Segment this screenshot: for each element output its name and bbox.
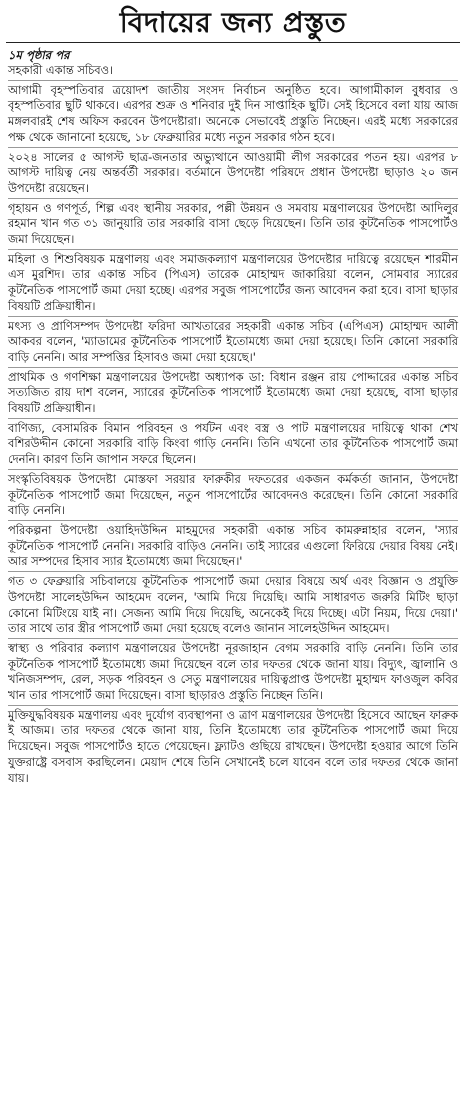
divider	[8, 638, 458, 639]
divider	[8, 147, 458, 148]
paragraph: গত ৩ ফেব্রুয়ারি সচিবালয়ে কূটনৈতিক পাসপোর্ট জমা দেয়ার বিষয়ে অর্থ এবং বিজ্ঞান ও প্রযুক্তি উপদেষ্টা সালেহউদ্দিন আহমেদ বলেন, 'আমি দিয়ে দিয়েছি। আমি সাধারণত জরুরি মিটিং ছাড়া কোনো মিটিংয়ে যাই না। সেজন্য আমি দিয়ে দিয়েছি, অনেকেই দিয়ে দিচ্ছে। এটা নিয়ম, দিয়ে দেয়া।' তার সাথে তার স্ত্রীর পাসপোর্ট জমা দেয়া হয়েছে বলেও জানান সালেহউদ্দিন আহমেদ।	[8, 574, 458, 636]
paragraph: সহকারী একান্ত সচিবও।	[8, 63, 114, 77]
headline-box	[6, 4, 460, 43]
paragraph: ২০২৪ সালের ৫ আগস্ট ছাত্র-জনতার অভ্যুত্থানে আওয়ামী লীগ সরকারের পতন হয়। এরপর ৮ আগস্ট দায়িত্ব নেয় অন্তর্বর্তী সরকার। বর্তমানে উপদেষ্টা পরিষদে প্রধান উপদেষ্টা ছাড়াও ২০ জন উপদেষ্টা রয়েছেন।	[8, 149, 458, 195]
divider	[8, 367, 458, 368]
divider	[8, 418, 458, 419]
continued-from-label: ১ম পৃষ্ঠার পর	[8, 48, 70, 62]
divider	[8, 520, 458, 521]
paragraph: মহিলা ও শিশুবিষয়ক মন্ত্রণালয় এবং সমাজকল্যাণ মন্ত্রণালয়ের উপদেষ্টার দায়িত্বে রয়েছেন শারমীন এস মুরশিদ। তার একান্ত সচিব (পিএস) তারেক মোহাম্মদ জাকারিয়া বলেন, সোমবার স্যারের কূটনৈতিক পাসপোর্ট জমা দেয়া হচ্ছে। এরপর সবুজ পাসপোর্টের জন্য আবেদন করা হবে। বাসা ছাড়ার বিষয়টি প্রক্রিয়াধীন।	[8, 251, 458, 313]
divider	[8, 198, 458, 199]
headline: বিদায়ের জন্য প্রস্তুত	[119, 6, 347, 39]
paragraph: স্বাস্থ্য ও পরিবার কল্যাণ মন্ত্রণালয়ের উপদেষ্টা নূরজাহান বেগম সরকারি বাড়ি নেননি। তিনি তার কূটনৈতিক পাসপোর্ট ইতোমধ্যে জমা দিয়েছেন বলে তার দফতর থেকে জানা যায়। বিদ্যুৎ, জ্বালানি ও খনিজসম্পদ, রেল, সড়ক পরিবহন ও সেতু মন্ত্রণালয়ের দায়িত্বপ্রাপ্ত উপদেষ্টা মুহাম্মদ ফাওজুল কবির খান তার পাসপোর্ট জমা দিয়েছেন। বাসা ছাড়ারও প্রস্তুতি নিচ্ছেন তিনি।	[8, 640, 458, 703]
paragraph: গৃহায়ন ও গণপূর্ত, শিল্প এবং স্থানীয় সরকার, পল্লী উন্নয়ন ও সমবায় মন্ত্রণালয়ের উপদেষ্টা আদিলুর রহমান খান গত ৩১ জানুয়ারি তার সরকারি বাসা ছেড়ে দিয়েছেন। তিনি তার কূটনৈতিক পাসপোর্টও জমা দিয়েছেন।	[8, 200, 458, 247]
divider	[8, 469, 458, 470]
divider	[8, 316, 458, 317]
paragraph: মৎস্য ও প্রাণিসম্পদ উপদেষ্টা ফরিদা আখতারের সহকারী একান্ত সচিব (এপিএস) মোহাম্মদ আলী আকবর বলেন, 'ম্যাডামের কূটনৈতিক পাসপোর্ট ইতোমধ্যে জমা দেয়া হয়েছে। তিনি কোনো সরকারি বাড়ি নেননি। আর সম্পত্তির হিসাবও জমা দেয়া হয়েছে।'	[8, 318, 458, 364]
paragraph: মুক্তিযুদ্ধবিষয়ক মন্ত্রণালয় এবং দুর্যোগ ব্যবস্থাপনা ও ত্রাণ মন্ত্রণালয়ের উপদেষ্টা হিসেবে আছেন ফারুক ই আজম। তার দফতর থেকে জানা যায়, তিনি ইতোমধ্যে তার কূটনৈতিক পাসপোর্ট জমা দিয়ে দিয়েছেন। সবুজ পাসপোর্টও হাতে পেয়েছেন। ফ্ল্যাটও গুছিয়ে রাখছেন। উপদেষ্টা হওয়ার আগে তিনি যুক্তরাষ্ট্রে বসবাস করছিলেন। মেয়াদ শেষে তিনি সেখানেই চলে যাবেন বলে তার দফতর থেকে জানা যায়।	[8, 707, 458, 785]
paragraph: প্রাথমিক ও গণশিক্ষা মন্ত্রণালয়ের উপদেষ্টা অধ্যাপক ডা: বিধান রঞ্জন রায় পোদ্দারের একান্ত সচিব সত্যজিত রায় দাশ বলেন, স্যারের কূটনৈতিক পাসপোর্ট ইতোমধ্যে জমা দেয়া হয়েছে, বাসা ছাড়ার বিষয়টি প্রক্রিয়াধীন।	[8, 369, 458, 416]
divider	[8, 80, 458, 81]
paragraph: বাণিজ্য, বেসামরিক বিমান পরিবহন ও পর্যটন এবং বস্ত্র ও পাট মন্ত্রণালয়ের দায়িত্বে থাকা শেখ বশিরউদ্দীন কোনো সরকারি বাড়ি কিংবা গাড়ি নেননি। তিনি এখনো তার কূটনৈতিক পাসপোর্ট জমা দেননি। কারণ তিনি জাপান সফরে ছিলেন।	[8, 420, 458, 467]
article-body	[0, 43, 466, 786]
divider	[8, 249, 458, 250]
paragraph: পরিকল্পনা উপদেষ্টা ওয়াহিদউদ্দিন মাহমুদের সহকারী একান্ত সচিব কামরুন্নাহার বলেন, 'স্যার কূটনৈতিক পাসপোর্ট নেননি। সরকারি বাড়িও নেননি। তাই স্যারের এগুলো ফিরিয়ে দেয়ার বিষয় নেই। আর সম্পদের হিসাব স্যার ইতোমধ্যে জমা দিয়েছেন।'	[8, 522, 458, 569]
paragraph: আগামী বৃহস্পতিবার ত্রয়োদশ জাতীয় সংসদ নির্বাচন অনুষ্ঠিত হবে। আগামীকাল বুধবার ও বৃহস্পতিবার ছুটি থাকবে। এরপর শুক্র ও শনিবার দুই দিন সাপ্তাহিক ছুটি। সেই হিসেবে বলা যায় আজ মঙ্গলবারই শেষ অফিস করবেন উপদেষ্টারা। অনেকে সেভাবেই প্রস্তুতি নিচ্ছেন। এরই মধ্যে সরকারের পক্ষ থেকে জানানো হয়েছে, ১৮ ফেব্রুয়ারির মধ্যে নতুন সরকার গঠন হবে।	[8, 82, 459, 144]
divider	[8, 705, 458, 706]
paragraph: সংস্কৃতিবিষয়ক উপদেষ্টা মোস্তফা সরয়ার ফারুকীর দফতরের একজন কর্মকর্তা জানান, উপদেষ্টা কূটনৈতিক পাসপোর্ট জমা দিয়েছেন, নতুন পাসপোর্টের আবেদনও করেছেন। তিনি কোনো সরকারি বাড়ি নেননি।	[8, 471, 458, 518]
divider	[8, 571, 458, 572]
